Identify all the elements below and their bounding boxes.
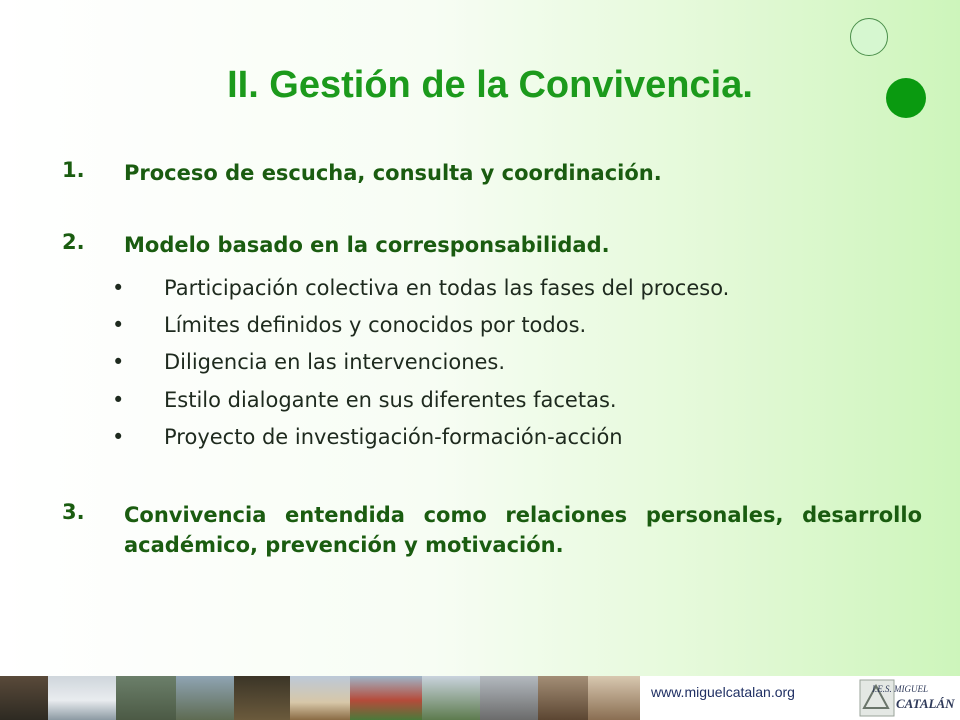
- website-url: www.miguelcatalan.org: [651, 684, 795, 700]
- bullet-dot: •: [112, 276, 125, 300]
- bullet-item: [112, 350, 505, 374]
- photo-strip: [0, 676, 640, 720]
- logo-text-bottom: CATALÁN: [896, 696, 955, 711]
- photo-field: [422, 676, 480, 720]
- item-number: 3.: [62, 500, 85, 524]
- bullet-dot: •: [112, 313, 125, 337]
- photo-facade: [290, 676, 350, 720]
- item-text: Convivencia entendida como relaciones personales, desarrollo académico, prevención y motivación.: [124, 503, 922, 557]
- photo-trees: [176, 676, 234, 720]
- bullet-dot: •: [112, 425, 125, 449]
- item-number: 1.: [62, 158, 85, 182]
- bullet-item: [112, 388, 617, 412]
- bullet-item: [112, 313, 586, 337]
- bullet-dot: •: [112, 388, 125, 412]
- decorative-circle-filled: [886, 78, 926, 118]
- bullet-text: Participación colectiva en todas las fases del proceso.: [164, 276, 730, 300]
- photo-tree: [0, 676, 48, 720]
- photo-building: [116, 676, 176, 720]
- bullet-text: Estilo dialogante en sus diferentes facetas.: [164, 388, 617, 412]
- item-text: Proceso de escucha, consulta y coordinación.: [124, 161, 662, 185]
- numbered-item-3: [62, 500, 922, 560]
- bullet-dot: •: [112, 350, 125, 374]
- photo-hallway: [588, 676, 640, 720]
- photo-students: [480, 676, 538, 720]
- photo-students-2: [538, 676, 588, 720]
- item-text: Modelo basado en la corresponsabilidad.: [124, 233, 610, 257]
- slide-title: II. Gestión de la Convivencia.: [227, 64, 753, 106]
- bullet-text: Límites definidos y conocidos por todos.: [164, 313, 587, 337]
- photo-garden: [234, 676, 290, 720]
- photo-school-sign: [48, 676, 116, 720]
- numbered-item-1: [62, 158, 922, 188]
- item-number: 2.: [62, 230, 85, 254]
- decorative-circle-outline: [850, 18, 888, 56]
- photo-court: [350, 676, 422, 720]
- numbered-item-2: [62, 230, 922, 260]
- bullet-item: [112, 425, 623, 449]
- school-logo: [858, 678, 958, 718]
- bullet-text: Proyecto de investigación-formación-acción: [164, 425, 623, 449]
- bullet-item: [112, 276, 729, 300]
- footer-bar: [0, 676, 960, 720]
- logo-text-top: I.E.S. MIGUEL: [872, 684, 928, 694]
- bullet-text: Diligencia en las intervenciones.: [164, 350, 506, 374]
